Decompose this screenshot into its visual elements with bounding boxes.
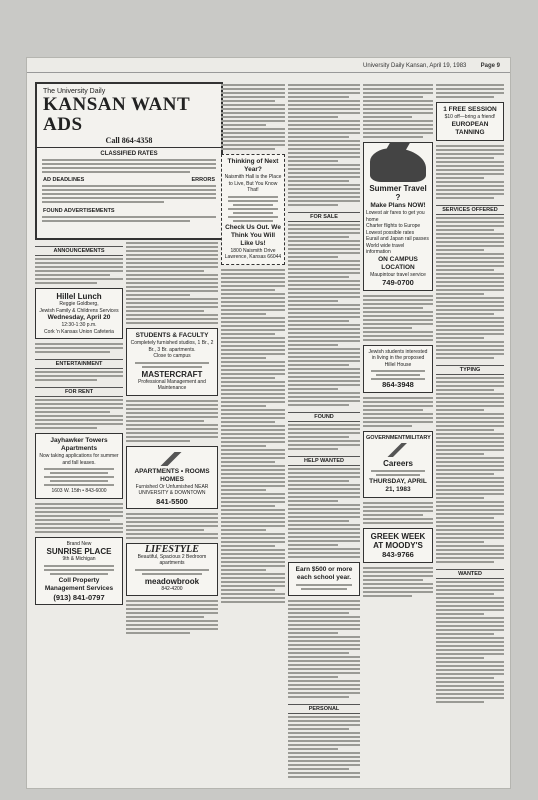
mcgee-homes: HOMES	[160, 475, 184, 483]
mastercraft-name: MASTERCRAFT	[141, 369, 203, 379]
banner-masthead	[37, 84, 221, 148]
european-tanning-ad	[436, 102, 504, 141]
wanted-heading: WANTED	[436, 569, 504, 579]
naismith-hall-ad	[221, 154, 285, 265]
banner-subheads	[37, 175, 221, 183]
apartments-rooms-ad	[126, 446, 218, 510]
for-rent-heading: FOR RENT	[35, 387, 123, 397]
greek-week-phone: 843-9766	[382, 550, 414, 559]
students-mid: Close to campus	[153, 353, 191, 359]
errors-heading: ERRORS	[191, 177, 215, 183]
students-sub: Completely furnished studios, 1 Br., 2 Br., 3 Br. apartments.	[130, 340, 214, 353]
lifestyle-title: LIFESTYLE	[145, 544, 199, 555]
session-sub: $10 off—bring a friend!	[444, 114, 496, 120]
column-1	[35, 240, 123, 780]
summer-item: Lowest air fares to get you home	[366, 210, 425, 223]
free-session: 1 FREE SESSION	[443, 106, 497, 113]
careers-graphic	[366, 443, 430, 457]
careers-title: Careers	[383, 459, 413, 468]
jayhawker-phone: 1603 W. 15th • 843-6000	[51, 488, 107, 494]
sunrise-place-ad	[35, 537, 123, 606]
careers-date: THURSDAY, APRIL 21, 1983	[369, 478, 427, 493]
sunrise-address: 9th & Michigan	[62, 556, 96, 562]
hillel-lunch-with: Reggie Goldberg,	[59, 301, 99, 307]
column-6	[436, 82, 504, 780]
running-head	[27, 62, 510, 73]
banner-phone: Call 864-4358	[105, 136, 153, 145]
hillel-lunch-title: Hillel Lunch	[56, 292, 102, 301]
summer-item: Eurail and Japan rail passes	[366, 236, 429, 242]
mcgee-phone: 841-5500	[156, 496, 188, 506]
column-4	[288, 82, 360, 780]
summer-sub: Make Plans NOW!	[370, 202, 426, 209]
jayhawker-sub: Now taking applications for summer and fall leases.	[39, 453, 119, 466]
banner-title: KANSAN WANT ADS	[43, 94, 190, 135]
sunrise-management: Coll Property Management Services	[44, 576, 114, 592]
column-2	[126, 240, 218, 780]
page-number: Page 9	[480, 63, 500, 69]
banner-kicker: The University Daily	[43, 88, 106, 95]
military-label: MILITARY	[405, 434, 431, 441]
gov-military-header	[366, 435, 430, 442]
column-5	[363, 82, 433, 780]
for-sale-heading: FOR SALE	[288, 212, 360, 222]
sunrise-phone: (913) 841-0797	[53, 592, 105, 602]
mcgee-sub: Furnished Or Unfurnished NEAR UNIVERSITY & DOWNTOWN	[135, 483, 209, 496]
mcgee-title: APARTMENTS • ROOMS	[134, 467, 210, 475]
earn-title: Earn $500 or more each school year.	[295, 566, 353, 581]
greek-week-title: GREEK WEEK AT MOODY'S	[370, 532, 426, 550]
hillel-house-phone: 864-3948	[382, 380, 414, 389]
found-ads-heading: FOUND ADVERTISEMENTS	[43, 208, 115, 214]
jayhawker-title: Jayhawker Towers Apartments	[50, 437, 108, 452]
sunrise-brand: Brand New	[66, 540, 92, 547]
found-text	[37, 216, 221, 222]
agency-name: Maupintour travel service	[370, 271, 426, 278]
hillel-house-text: Jewish students interested in living in the proposed Hillel House	[368, 348, 428, 368]
hillel-lunch-time: 12:30-1:30 p.m.	[61, 322, 97, 328]
students-faculty-ad	[126, 328, 218, 396]
summer-travel-ad	[363, 142, 433, 291]
summer-item: Charter flights to Europe Lowest possible rates	[366, 223, 421, 236]
summer-title: Summer Travel ?	[369, 184, 427, 202]
naismith-checkus: Check Us Out. We Think You Will Like Us!	[225, 223, 281, 247]
column-3	[221, 82, 285, 780]
summer-item: World wide travel information	[366, 242, 405, 255]
naismith-title: Thinking of Next Year?	[227, 158, 279, 173]
agency-phone: 749-0700	[382, 278, 414, 287]
students-title: STUDENTS & FACULTY	[135, 332, 209, 339]
entertainment-heading: ENTERTAINMENT	[35, 359, 123, 369]
deadline-text	[37, 185, 221, 203]
greek-week-ad	[363, 528, 433, 563]
want-ads-banner	[35, 82, 223, 240]
jayhawker-towers-ad	[35, 433, 123, 499]
hillel-lunch-sub: Jewish Family & Childrens Services	[39, 307, 119, 314]
rates-title: CLASSIFIED RATES	[100, 151, 158, 157]
newspaper-page	[27, 58, 510, 788]
campus-location: ON CAMPUS LOCATION	[378, 255, 418, 271]
hillel-house-ad	[363, 345, 433, 393]
help-wanted-heading: HELP WANTED	[288, 456, 360, 466]
typing-heading: TYPING	[436, 365, 504, 375]
summer-list	[366, 210, 430, 256]
hillel-lunch-place: Cork 'n Kansas Union Cafeteria	[44, 328, 114, 335]
rates-table	[37, 159, 221, 173]
mcgee-logo	[129, 452, 215, 466]
services-offered-heading: SERVICES OFFERED	[436, 205, 504, 215]
paper-dateline: University Daily Kansan, April 19, 1983	[363, 63, 467, 69]
lifestyle-sub: Beautiful, Spacious 2 Bedroom apartments	[137, 553, 207, 566]
found-heading: FOUND	[288, 412, 360, 422]
hillel-lunch-date: Wednesday, April 20	[47, 314, 111, 321]
gov-label: GOVERNMENT	[366, 434, 406, 441]
hillel-lunch-ad	[35, 288, 123, 339]
personal-heading: PERSONAL	[288, 704, 360, 714]
tanning-name: EUROPEAN TANNING	[451, 120, 489, 136]
announcements-heading: ANNOUNCEMENTS	[35, 246, 123, 256]
mastercraft-sub: Professional Management and Maintenance	[138, 378, 206, 391]
lifestyle-ad	[126, 543, 218, 596]
government-careers-ad	[363, 431, 433, 499]
airplane-icon	[370, 148, 426, 182]
earn-money-ad	[288, 562, 360, 596]
meadowbrook-name: meadowbrook	[144, 576, 200, 586]
ad-deadlines-heading: AD DEADLINES	[43, 177, 85, 183]
naismith-address: 1800 Naismith Drive Lawrence, Kansas 66044	[224, 247, 282, 260]
naismith-tagline: Naismith Hall is the Place to Live, But You Know That!	[224, 174, 282, 193]
meadowbrook-phone: 842-4200	[161, 585, 183, 592]
sunrise-title: SUNRISE PLACE	[46, 547, 112, 556]
